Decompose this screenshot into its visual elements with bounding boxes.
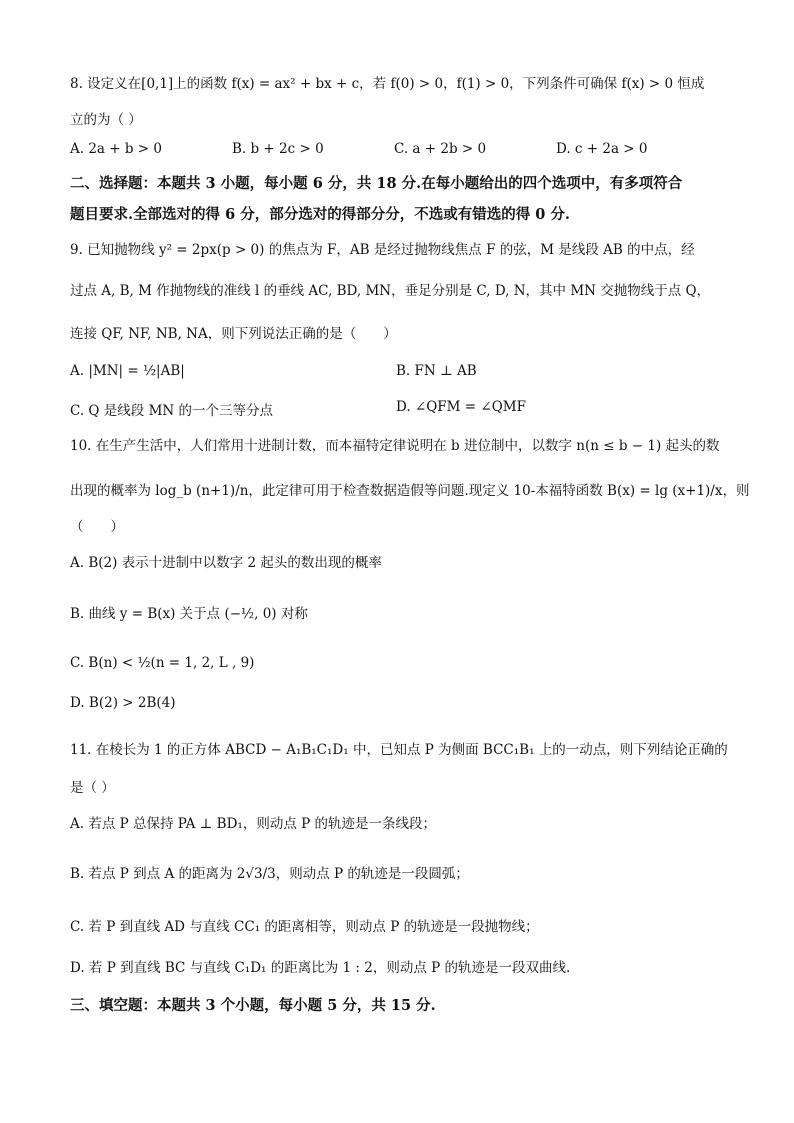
question-9-stem-line-2: 过点 A, B, M 作抛物线的准线 l 的垂线 AC, BD, MN，垂足分别是 C, D, N，其中 MN 交抛物线于点 Q，	[70, 283, 711, 299]
question-9-option-c: C. Q 是线段 MN 的一个三等分点	[70, 403, 274, 419]
question-8-option-b: B. b + 2c > 0	[232, 141, 324, 157]
question-8-stem-line-2: 立的为（ ）	[70, 112, 142, 128]
question-10-option-b: B. 曲线 y = B(x) 关于点 (−½, 0) 对称	[70, 606, 308, 622]
section-2-heading-line-2: 题目要求.全部选对的得 6 分，部分选对的得部分分，不选或有错选的得 0 分.	[70, 206, 570, 223]
question-10-option-c: C. B(n) < ½(n = 1, 2, L , 9)	[70, 655, 255, 671]
question-11-option-d: D. 若 P 到直线 BC 与直线 C₁D₁ 的距离比为 1 : 2，则动点 P 的轨迹是一段双曲线.	[70, 960, 571, 976]
question-9-stem-line-3: 连接 QF, NF, NB, NA，则下列说法正确的是（ ）	[70, 326, 397, 342]
section-2-heading-line-1: 二、选择题：本题共 3 小题，每小题 6 分，共 18 分.在每小题给出的四个选项中，有多项符合	[70, 175, 683, 192]
question-9-stem-line-1: 9. 已知抛物线 y² = 2px(p > 0) 的焦点为 F，AB 是经过抛物线焦点 F 的弦，M 是线段 AB 的中点，经	[70, 242, 695, 258]
question-9-option-b: B. FN ⊥ AB	[396, 363, 477, 379]
question-8-option-a: A. 2a + b > 0	[70, 141, 162, 157]
question-11-option-a: A. 若点 P 总保持 PA ⊥ BD₁，则动点 P 的轨迹是一条线段；	[70, 816, 436, 832]
question-8-stem-line-1: 8. 设定义在[0,1]上的函数 f(x) = ax² + bx + c，若 f(0) > 0，f(1) > 0，下列条件可确保 f(x) > 0 恒成	[70, 76, 705, 92]
question-10-stem-line-3: （ ）	[70, 519, 124, 535]
question-11-option-c: C. 若 P 到直线 AD 与直线 CC₁ 的距离相等，则动点 P 的轨迹是一段抛物线；	[70, 919, 539, 935]
question-10-option-d: D. B(2) > 2B(4)	[70, 695, 176, 711]
question-11-stem-line-1: 11. 在棱长为 1 的正方体 ABCD − A₁B₁C₁D₁ 中，已知点 P 为侧面 BCC₁B₁ 上的一动点，则下列结论正确的	[70, 742, 728, 758]
question-8-option-c: C. a + 2b > 0	[394, 141, 487, 157]
question-10-stem-line-2: 出现的概率为 log_b (n+1)/n，此定律可用于检查数据造假等问题.现定义 10-本福特函数 B(x) = lg (x+1)/x，则	[70, 483, 750, 499]
question-10-option-a: A. B(2) 表示十进制中以数字 2 起头的数出现的概率	[70, 555, 382, 571]
question-9-option-a: A. |MN| = ½|AB|	[70, 363, 185, 379]
section-3-heading: 三、填空题：本题共 3 个小题，每小题 5 分，共 15 分.	[70, 997, 436, 1014]
question-10-stem-line-1: 10. 在生产生活中，人们常用十进制计数，而本福特定律说明在 b 进位制中，以数字 n(n ≤ b − 1) 起头的数	[70, 438, 720, 454]
question-8-option-d: D. c + 2a > 0	[556, 141, 648, 157]
question-9-option-d: D. ∠QFM = ∠QMF	[396, 399, 526, 415]
question-11-option-b: B. 若点 P 到点 A 的距离为 2√3/3，则动点 P 的轨迹是一段圆弧；	[70, 866, 469, 882]
question-11-stem-line-2: 是（ ）	[70, 780, 115, 796]
